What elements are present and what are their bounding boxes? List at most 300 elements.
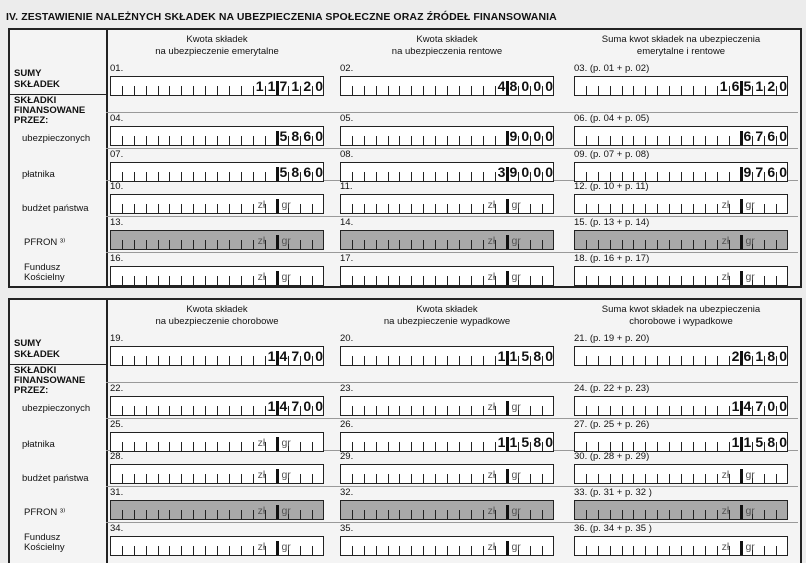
field-cell-divider <box>229 474 230 483</box>
gr-unit-label: gr <box>745 505 755 517</box>
amount-field[interactable] <box>574 162 788 182</box>
field-cell-divider <box>122 204 123 213</box>
zl-unit-label: zł <box>257 235 266 247</box>
field-number: 07. <box>110 149 124 160</box>
field-cell-divider <box>181 172 182 181</box>
row-divider <box>106 216 798 217</box>
field-cell-divider <box>598 276 599 285</box>
field-cell-divider <box>610 546 611 555</box>
amount-field[interactable] <box>340 194 554 214</box>
field-cell-divider <box>205 442 206 451</box>
field-cell-divider <box>471 240 472 249</box>
field-cell-divider <box>169 136 170 145</box>
field-cell-divider <box>134 172 135 181</box>
field-cell-divider <box>657 86 658 95</box>
gr-unit-label: gr <box>745 541 755 553</box>
field-cell-divider <box>729 172 730 181</box>
field-cell-divider <box>312 546 313 555</box>
field-cell-divider <box>435 546 436 555</box>
amount-field[interactable] <box>110 266 324 286</box>
field-cell-divider <box>229 136 230 145</box>
amount-field[interactable] <box>574 194 788 214</box>
field-cell-divider <box>447 172 448 181</box>
amount-digit: 2 <box>731 348 740 364</box>
field-cell-divider <box>717 510 718 519</box>
field-cell-divider <box>388 356 389 365</box>
field-cell-divider <box>717 240 718 249</box>
field-cell-divider <box>181 546 182 555</box>
field-cell-divider <box>622 172 623 181</box>
field-cell-divider <box>376 442 377 451</box>
field-cell-divider <box>633 510 634 519</box>
field-cell-divider <box>158 406 159 415</box>
field-cell-divider <box>447 136 448 145</box>
field-cell-divider <box>169 172 170 181</box>
field-cell-divider <box>447 86 448 95</box>
field-cell-divider <box>181 406 182 415</box>
field-cell-divider <box>312 240 313 249</box>
amount-digit: 0 <box>303 348 312 364</box>
field-cell-divider <box>530 240 531 249</box>
field-cell-divider <box>764 240 765 249</box>
field-cell-divider <box>459 136 460 145</box>
amount-digit: 5 <box>279 164 288 180</box>
amount-digit: 0 <box>303 398 312 414</box>
field-cell-divider <box>169 546 170 555</box>
gr-unit-label: gr <box>745 199 755 211</box>
column-header-line: emerytalne i rentowe <box>636 46 726 57</box>
field-cell-divider <box>740 505 743 519</box>
field-cell-divider <box>681 86 682 95</box>
field-cell-divider <box>483 442 484 451</box>
field-cell-divider <box>122 406 123 415</box>
field-cell-divider <box>586 86 587 95</box>
field-cell-divider <box>610 474 611 483</box>
field-cell-divider <box>205 172 206 181</box>
field-cell-divider <box>530 474 531 483</box>
field-cell-divider <box>693 510 694 519</box>
field-cell-divider <box>253 442 254 451</box>
amount-digit: 7 <box>291 348 300 364</box>
field-cell-divider <box>241 546 242 555</box>
amount-field[interactable] <box>340 230 554 250</box>
column-header <box>108 34 326 58</box>
amount-field[interactable] <box>340 346 554 366</box>
field-cell-divider <box>158 442 159 451</box>
column-header-line: chorobowe i wypadkowe <box>629 316 733 327</box>
zl-unit-label: zł <box>257 505 266 517</box>
field-cell-divider <box>483 240 484 249</box>
amount-field[interactable] <box>110 230 324 250</box>
field-cell-divider <box>423 240 424 249</box>
field-cell-divider <box>471 546 472 555</box>
field-cell-divider <box>193 276 194 285</box>
amount-digit: 0 <box>779 78 787 94</box>
amount-field[interactable] <box>340 266 554 286</box>
field-cell-divider <box>388 204 389 213</box>
amount-digit: 8 <box>767 434 776 450</box>
field-cell-divider <box>598 474 599 483</box>
row-divider <box>106 486 798 487</box>
field-cell-divider <box>300 510 301 519</box>
gr-unit-label: gr <box>281 469 291 481</box>
field-cell-divider <box>276 469 279 483</box>
field-cell-divider <box>483 474 484 483</box>
field-cell-divider <box>471 356 472 365</box>
field-cell-divider <box>364 172 365 181</box>
field-cell-divider <box>399 406 400 415</box>
amount-field[interactable] <box>574 266 788 286</box>
zl-unit-label: zł <box>257 271 266 283</box>
field-cell-divider <box>376 510 377 519</box>
amount-digit: 1 <box>267 348 276 364</box>
field-cell-divider <box>598 442 599 451</box>
amount-field[interactable] <box>574 230 788 250</box>
amount-field[interactable] <box>340 76 554 96</box>
amount-field[interactable] <box>574 464 788 484</box>
field-cell-divider <box>740 235 743 249</box>
field-cell-divider <box>399 240 400 249</box>
field-cell-divider <box>300 204 301 213</box>
amount-field[interactable] <box>574 432 788 452</box>
field-cell-divider <box>459 356 460 365</box>
field-cell-divider <box>776 546 777 555</box>
field-cell-divider <box>376 240 377 249</box>
field-cell-divider <box>622 240 623 249</box>
field-cell-divider <box>693 204 694 213</box>
field-cell-divider <box>506 271 509 285</box>
field-cell-divider <box>134 276 135 285</box>
field-cell-divider <box>610 442 611 451</box>
field-cell-divider <box>447 546 448 555</box>
field-cell-divider <box>364 204 365 213</box>
field-cell-divider <box>193 172 194 181</box>
field-cell-divider <box>158 172 159 181</box>
field-cell-divider <box>300 240 301 249</box>
row-label: budżet państwa <box>22 473 89 484</box>
field-cell-divider <box>352 136 353 145</box>
field-cell-divider <box>146 356 147 365</box>
field-cell-divider <box>423 204 424 213</box>
amount-field[interactable] <box>110 396 324 416</box>
field-cell-divider <box>717 356 718 365</box>
field-cell-divider <box>681 510 682 519</box>
field-cell-divider <box>193 86 194 95</box>
amount-field[interactable] <box>340 536 554 556</box>
amount-field[interactable] <box>340 432 554 452</box>
amount-field[interactable] <box>574 396 788 416</box>
amount-digit: 0 <box>521 128 530 144</box>
skladki-finansowane-label: SKŁADKI <box>14 95 57 106</box>
amount-digit: 6 <box>731 78 740 94</box>
field-cell-divider <box>542 276 543 285</box>
field-cell-divider <box>364 406 365 415</box>
field-cell-divider <box>633 172 634 181</box>
field-cell-divider <box>693 546 694 555</box>
field-cell-divider <box>622 86 623 95</box>
field-cell-divider <box>471 474 472 483</box>
amount-field[interactable] <box>110 194 324 214</box>
field-cell-divider <box>586 442 587 451</box>
field-cell-divider <box>229 406 230 415</box>
field-cell-divider <box>217 474 218 483</box>
field-cell-divider <box>435 276 436 285</box>
field-cell-divider <box>705 442 706 451</box>
amount-digit: 0 <box>545 78 553 94</box>
field-cell-divider <box>681 276 682 285</box>
gr-unit-label: gr <box>511 271 521 283</box>
zl-unit-label: zł <box>487 469 496 481</box>
field-cell-divider <box>158 546 159 555</box>
field-cell-divider <box>530 406 531 415</box>
field-cell-divider <box>181 276 182 285</box>
field-cell-divider <box>205 86 206 95</box>
field-cell-divider <box>483 276 484 285</box>
amount-digit: 9 <box>509 128 518 144</box>
amount-field[interactable] <box>340 396 554 416</box>
field-cell-divider <box>657 204 658 213</box>
field-cell-divider <box>217 136 218 145</box>
field-cell-divider <box>241 240 242 249</box>
amount-field[interactable] <box>340 162 554 182</box>
field-cell-divider <box>423 276 424 285</box>
field-number: 11. <box>340 181 353 192</box>
field-cell-divider <box>411 474 412 483</box>
amount-field[interactable] <box>340 126 554 146</box>
field-cell-divider <box>645 442 646 451</box>
field-cell-divider <box>205 136 206 145</box>
field-cell-divider <box>423 136 424 145</box>
amount-digit: 4 <box>497 78 506 94</box>
field-cell-divider <box>776 240 777 249</box>
field-cell-divider <box>740 541 743 555</box>
field-cell-divider <box>134 442 135 451</box>
field-cell-divider <box>169 240 170 249</box>
field-cell-divider <box>645 474 646 483</box>
field-number: 20. <box>340 333 354 344</box>
amount-digit: 0 <box>533 164 542 180</box>
field-cell-divider <box>364 442 365 451</box>
column-header <box>338 34 556 58</box>
amount-field[interactable] <box>574 346 788 366</box>
field-cell-divider <box>669 442 670 451</box>
column-header-line: Suma kwot składek na ubezpieczenia <box>601 34 761 45</box>
amount-digit: 0 <box>779 348 787 364</box>
field-cell-divider <box>241 406 242 415</box>
field-cell-divider <box>205 546 206 555</box>
field-cell-divider <box>217 276 218 285</box>
field-cell-divider <box>657 546 658 555</box>
skladki-finansowane-label: FINANSOWANE <box>14 105 86 116</box>
field-cell-divider <box>352 474 353 483</box>
amount-field[interactable] <box>110 76 324 96</box>
amount-field[interactable] <box>110 432 324 452</box>
section-chorobowe-wypadkowe <box>8 298 802 563</box>
field-cell-divider <box>122 276 123 285</box>
field-cell-divider <box>205 510 206 519</box>
field-cell-divider <box>633 240 634 249</box>
field-cell-divider <box>411 510 412 519</box>
field-cell-divider <box>217 86 218 95</box>
amount-digit: 0 <box>315 78 323 94</box>
amount-field[interactable] <box>110 346 324 366</box>
amount-field[interactable] <box>574 126 788 146</box>
field-number: 30. (p. 28 + p. 29) <box>574 451 650 462</box>
field-cell-divider <box>542 240 543 249</box>
field-cell-divider <box>146 546 147 555</box>
field-cell-divider <box>447 276 448 285</box>
field-cell-divider <box>205 240 206 249</box>
field-cell-divider <box>435 136 436 145</box>
amount-digit: 9 <box>509 164 518 180</box>
field-cell-divider <box>693 474 694 483</box>
field-cell-divider <box>300 474 301 483</box>
field-cell-divider <box>146 442 147 451</box>
field-cell-divider <box>657 276 658 285</box>
field-cell-divider <box>610 86 611 95</box>
field-cell-divider <box>622 442 623 451</box>
field-cell-divider <box>622 356 623 365</box>
field-cell-divider <box>483 86 484 95</box>
amount-digit: 7 <box>279 78 288 94</box>
amount-digit: 0 <box>315 398 323 414</box>
column-header-line: na ubezpieczenie emerytalne <box>155 46 279 57</box>
field-cell-divider <box>586 136 587 145</box>
amount-field[interactable] <box>110 500 324 520</box>
field-cell-divider <box>411 204 412 213</box>
field-cell-divider <box>399 510 400 519</box>
field-cell-divider <box>610 510 611 519</box>
field-cell-divider <box>435 204 436 213</box>
field-cell-divider <box>633 442 634 451</box>
field-cell-divider <box>253 172 254 181</box>
amount-digit: 6 <box>743 128 752 144</box>
field-cell-divider <box>471 172 472 181</box>
field-cell-divider <box>411 86 412 95</box>
amount-field[interactable] <box>574 76 788 96</box>
field-cell-divider <box>312 510 313 519</box>
column-header <box>572 34 790 58</box>
field-cell-divider <box>693 406 694 415</box>
field-cell-divider <box>134 136 135 145</box>
field-cell-divider <box>376 406 377 415</box>
field-cell-divider <box>645 86 646 95</box>
field-cell-divider <box>598 546 599 555</box>
field-cell-divider <box>217 240 218 249</box>
amount-field[interactable] <box>110 162 324 182</box>
field-cell-divider <box>376 474 377 483</box>
field-cell-divider <box>352 356 353 365</box>
skladki-finansowane-label: PRZEZ: <box>14 115 49 126</box>
field-cell-divider <box>411 442 412 451</box>
field-cell-divider <box>217 442 218 451</box>
gr-unit-label: gr <box>281 437 291 449</box>
amount-field[interactable] <box>110 126 324 146</box>
field-cell-divider <box>705 204 706 213</box>
field-cell-divider <box>388 546 389 555</box>
field-cell-divider <box>645 510 646 519</box>
field-cell-divider <box>610 240 611 249</box>
field-cell-divider <box>376 86 377 95</box>
field-cell-divider <box>506 469 509 483</box>
field-cell-divider <box>423 406 424 415</box>
field-cell-divider <box>459 510 460 519</box>
field-cell-divider <box>134 546 135 555</box>
field-cell-divider <box>193 406 194 415</box>
field-cell-divider <box>705 510 706 519</box>
field-number: 06. (p. 04 + p. 05) <box>574 113 650 124</box>
zl-unit-label: zł <box>721 541 730 553</box>
field-cell-divider <box>717 136 718 145</box>
row-divider <box>106 148 798 149</box>
field-cell-divider <box>388 136 389 145</box>
field-cell-divider <box>411 240 412 249</box>
field-cell-divider <box>352 204 353 213</box>
amount-field[interactable] <box>340 500 554 520</box>
field-cell-divider <box>411 136 412 145</box>
amount-field[interactable] <box>574 500 788 520</box>
field-cell-divider <box>483 204 484 213</box>
field-cell-divider <box>645 356 646 365</box>
field-cell-divider <box>122 442 123 451</box>
field-cell-divider <box>217 406 218 415</box>
gr-unit-label: gr <box>281 199 291 211</box>
field-cell-divider <box>253 136 254 145</box>
field-number: 17. <box>340 253 354 264</box>
amount-digit: 5 <box>755 434 764 450</box>
field-cell-divider <box>205 474 206 483</box>
field-cell-divider <box>459 240 460 249</box>
field-cell-divider <box>217 172 218 181</box>
field-cell-divider <box>411 406 412 415</box>
field-cell-divider <box>506 505 509 519</box>
field-cell-divider <box>586 546 587 555</box>
field-cell-divider <box>681 240 682 249</box>
field-cell-divider <box>705 136 706 145</box>
row-divider <box>106 252 798 253</box>
field-cell-divider <box>705 406 706 415</box>
amount-field[interactable] <box>340 464 554 484</box>
field-cell-divider <box>181 204 182 213</box>
field-number: 29. <box>340 451 354 462</box>
field-cell-divider <box>276 235 279 249</box>
amount-digit: 3 <box>497 164 506 180</box>
field-number: 24. (p. 22 + p. 23) <box>574 383 650 394</box>
amount-field[interactable] <box>110 464 324 484</box>
amount-field[interactable] <box>574 536 788 556</box>
zl-unit-label: zł <box>487 541 496 553</box>
field-cell-divider <box>364 86 365 95</box>
amount-digit: 0 <box>779 128 787 144</box>
field-cell-divider <box>312 276 313 285</box>
field-cell-divider <box>364 510 365 519</box>
field-cell-divider <box>193 474 194 483</box>
row-label: Fundusz Kościelny <box>24 262 65 283</box>
field-cell-divider <box>376 356 377 365</box>
field-cell-divider <box>241 86 242 95</box>
amount-digit: 0 <box>315 128 323 144</box>
field-cell-divider <box>134 406 135 415</box>
field-cell-divider <box>300 276 301 285</box>
field-cell-divider <box>205 406 206 415</box>
field-cell-divider <box>376 172 377 181</box>
field-cell-divider <box>693 356 694 365</box>
amount-field[interactable] <box>110 536 324 556</box>
field-cell-divider <box>352 442 353 451</box>
field-cell-divider <box>146 240 147 249</box>
field-cell-divider <box>423 474 424 483</box>
amount-digit: 0 <box>545 164 553 180</box>
